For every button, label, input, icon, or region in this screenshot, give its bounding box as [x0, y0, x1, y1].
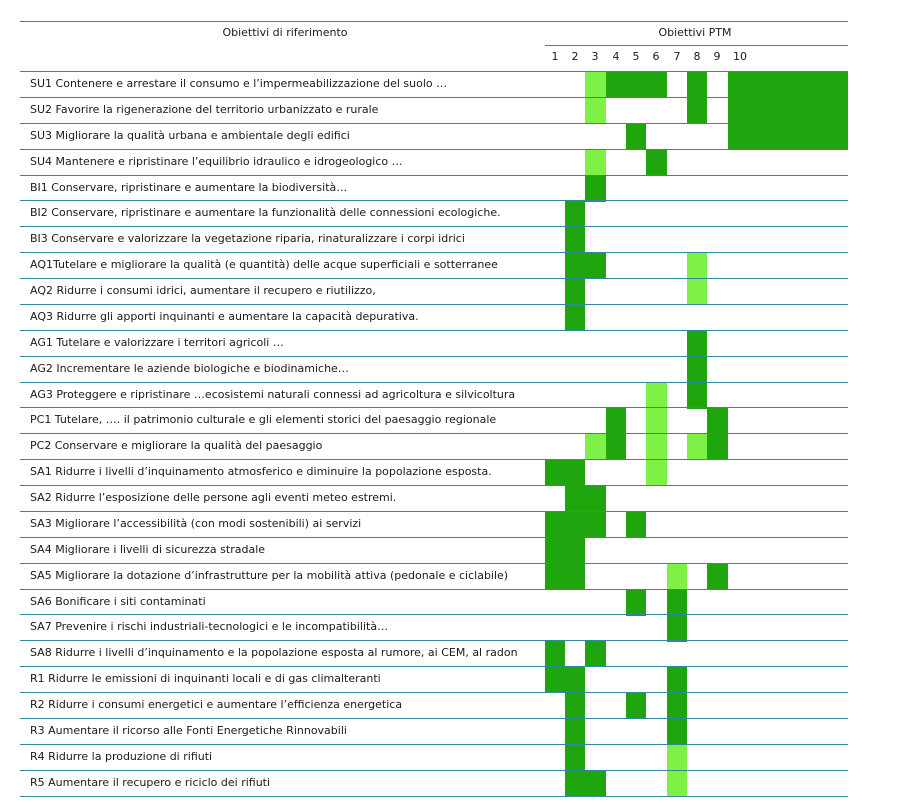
matrix-cell	[585, 253, 606, 279]
row-rule	[20, 200, 848, 201]
matrix-cell	[585, 98, 606, 124]
row-rule	[20, 330, 848, 331]
matrix-cell	[545, 564, 565, 590]
matrix-cell	[626, 590, 646, 616]
matrix-cell	[626, 693, 646, 719]
objective-label: R5 Aumentare il recupero e riciclo dei rifiuti	[30, 775, 271, 789]
matrix-cell	[626, 72, 646, 98]
objective-label: SU1 Contenere e arrestare il consumo e l’impermeabilizzazione del suolo …	[30, 77, 448, 90]
objective-label: AQ3 Ridurre gli apporti inquinanti e aumentare la capacità depurativa.	[30, 309, 419, 323]
matrix-cell	[565, 201, 585, 227]
matrix-cell	[687, 98, 707, 124]
left-header-title: Obiettivi di riferimento	[222, 26, 348, 39]
matrix-cell	[667, 667, 687, 693]
matrix-cell	[687, 357, 707, 383]
matrix-cell	[687, 383, 707, 409]
objective-label: SA8 Ridurre i livelli d’inquinamento e la popolazione esposta al rumore, ai CEM, al radon	[30, 646, 518, 660]
matrix-cell	[565, 771, 585, 797]
objective-label: AG3 Proteggere e ripristinare …ecosistemi naturali connessi ad agricoltura e silvicoltura	[30, 387, 516, 401]
row-rule	[20, 175, 848, 176]
matrix-cell	[565, 538, 585, 564]
table-body-top-rule	[20, 71, 848, 72]
row-rule	[20, 666, 848, 667]
matrix-cell	[707, 434, 728, 460]
matrix-cell	[646, 72, 667, 98]
matrix-cell	[585, 434, 606, 460]
objective-label: SA6 Bonificare i siti contaminati	[30, 594, 206, 608]
objective-label: SU4 Mantenere e ripristinare l’equilibrio idraulico e idrogeologico …	[30, 154, 403, 168]
matrix-cell	[565, 512, 585, 538]
matrix-cell	[687, 253, 707, 279]
row-rule	[20, 511, 848, 512]
objective-label: SA7 Prevenire i rischi industriali-tecnologici e le incompatibilità…	[30, 620, 389, 634]
objective-label: R2 Ridurre i consumi energetici e aumentare l’efficienza energetica	[30, 698, 403, 712]
objective-label: PC2 Conservare e migliorare la qualità del paesaggio	[30, 439, 323, 453]
matrix-cell	[707, 408, 728, 434]
objective-label: PC1 Tutelare, …. il patrimonio culturale e gli elementi storici del paesaggio regionale	[30, 413, 497, 427]
matrix-cell	[565, 227, 585, 253]
matrix-cell	[545, 512, 565, 538]
matrix-cell	[565, 279, 585, 305]
matrix-cell	[565, 719, 585, 745]
objective-label: AG1 Tutelare e valorizzare i territori agricoli …	[30, 335, 284, 349]
objective-label: R3 Aumentare il ricorso alle Fonti Energetiche Rinnovabili	[30, 724, 347, 737]
matrix-cell	[667, 615, 687, 641]
matrix-cell	[545, 667, 565, 693]
objective-label: SU3 Migliorare la qualità urbana e ambientale degli edifici	[30, 128, 350, 142]
matrix-cell	[585, 771, 606, 797]
objective-label: SA5 Migliorare la dotazione d’infrastrutture per la mobilità attiva (pedonale e ciclabile)	[30, 568, 509, 582]
objective-label: AQ2 Ridurre i consumi idrici, aumentare il recupero e riutilizzo,	[30, 284, 376, 298]
matrix-cell	[667, 719, 687, 745]
matrix-cell	[687, 72, 707, 98]
matrix-cell	[728, 124, 848, 150]
row-rule	[20, 796, 848, 797]
matrix-cell	[646, 408, 667, 434]
matrix-cell	[626, 124, 646, 150]
column-number-1: 1	[551, 50, 559, 63]
row-rule	[20, 304, 848, 305]
row-rule	[20, 640, 848, 641]
row-rule	[20, 382, 848, 383]
objective-label: BI3 Conservare e valorizzare la vegetazione riparia, rinaturalizzare i corpi idrici	[30, 232, 465, 246]
objective-label: SA4 Migliorare i livelli di sicurezza stradale	[30, 542, 266, 556]
matrix-cell	[565, 564, 585, 590]
row-rule	[20, 770, 848, 771]
matrix-cell	[687, 331, 707, 357]
column-number-4: 4	[612, 50, 620, 63]
column-number-6: 6	[652, 50, 660, 63]
right-header-title: Obiettivi PTM	[658, 26, 732, 39]
matrix-cell	[585, 641, 606, 667]
matrix-cell	[646, 383, 667, 409]
row-rule	[20, 718, 848, 719]
row-rule	[20, 459, 848, 460]
matrix-cell	[545, 641, 565, 667]
row-rule	[20, 356, 848, 357]
matrix-cell	[606, 408, 626, 434]
header-sub-rule	[545, 45, 848, 46]
column-number-7: 7	[673, 50, 681, 63]
matrix-cell	[707, 564, 728, 590]
objective-label: SU2 Favorire la rigenerazione del territorio urbanizzato e rurale	[30, 102, 379, 116]
row-rule	[20, 485, 848, 486]
matrix-cell	[585, 150, 606, 176]
objective-label: R4 Ridurre la produzione di rifiuti	[30, 749, 213, 763]
matrix-cell	[565, 305, 585, 331]
matrix-cell	[646, 434, 667, 460]
matrix-cell	[606, 434, 626, 460]
matrix-cell	[728, 98, 848, 124]
matrix-cell	[626, 512, 646, 538]
objective-label: SA2 Ridurre l’esposizione delle persone agli eventi meteo estremi.	[30, 491, 397, 505]
matrix-cell	[565, 667, 585, 693]
matrix-cell	[667, 693, 687, 719]
matrix-cell	[728, 72, 848, 98]
matrix-cell	[646, 150, 667, 176]
row-rule	[20, 226, 848, 227]
row-rule	[20, 278, 848, 279]
column-number-10: 10	[733, 50, 747, 63]
row-rule	[20, 744, 848, 745]
column-number-2: 2	[571, 50, 579, 63]
objective-label: AG2 Incrementare le aziende biologiche e biodinamiche…	[30, 361, 349, 375]
matrix-cell	[545, 460, 565, 486]
objective-label: BI1 Conservare, ripristinare e aumentare la biodiversità…	[30, 180, 348, 194]
column-number-8: 8	[693, 50, 701, 63]
column-number-5: 5	[632, 50, 640, 63]
matrix-cell	[565, 460, 585, 486]
matrix-cell	[565, 486, 585, 512]
matrix-cell	[667, 745, 687, 771]
column-number-3: 3	[591, 50, 599, 63]
row-rule	[20, 614, 848, 615]
row-rule	[20, 692, 848, 693]
matrix-cell	[585, 176, 606, 202]
matrix-cell	[565, 253, 585, 279]
matrix-cell	[687, 279, 707, 305]
row-rule	[20, 123, 848, 124]
matrix-cell	[585, 486, 606, 512]
objective-label: R1 Ridurre le emissioni di inquinanti locali e di gas climalteranti	[30, 672, 381, 686]
objective-label: AQ1Tutelare e migliorare la qualità (e quantità) delle acque superficiali e sotterranee	[30, 258, 498, 272]
row-rule	[20, 149, 848, 150]
objective-label: BI2 Conservare, ripristinare e aumentare la funzionalità delle connessioni ecologiche.	[30, 206, 501, 220]
matrix-cell	[545, 538, 565, 564]
matrix-cell	[646, 460, 667, 486]
matrix-cell	[585, 72, 606, 98]
matrix-cell	[667, 771, 687, 797]
row-rule	[20, 97, 848, 98]
row-rule	[20, 252, 848, 253]
matrix-cell	[687, 434, 707, 460]
row-rule	[20, 537, 848, 538]
matrix-cell	[667, 564, 687, 590]
row-rule	[20, 589, 848, 590]
matrix-cell	[565, 745, 585, 771]
objective-label: SA1 Ridurre i livelli d’inquinamento atmosferico e diminuire la popolazione esposta.	[30, 465, 492, 479]
matrix-cell	[585, 512, 606, 538]
objective-label: SA3 Migliorare l’accessibilità (con modi sostenibili) ai servizi	[30, 516, 362, 530]
column-number-9: 9	[713, 50, 721, 63]
header-top-rule	[20, 21, 848, 22]
matrix-cell	[667, 590, 687, 616]
matrix-cell	[565, 693, 585, 719]
matrix-cell	[606, 72, 626, 98]
